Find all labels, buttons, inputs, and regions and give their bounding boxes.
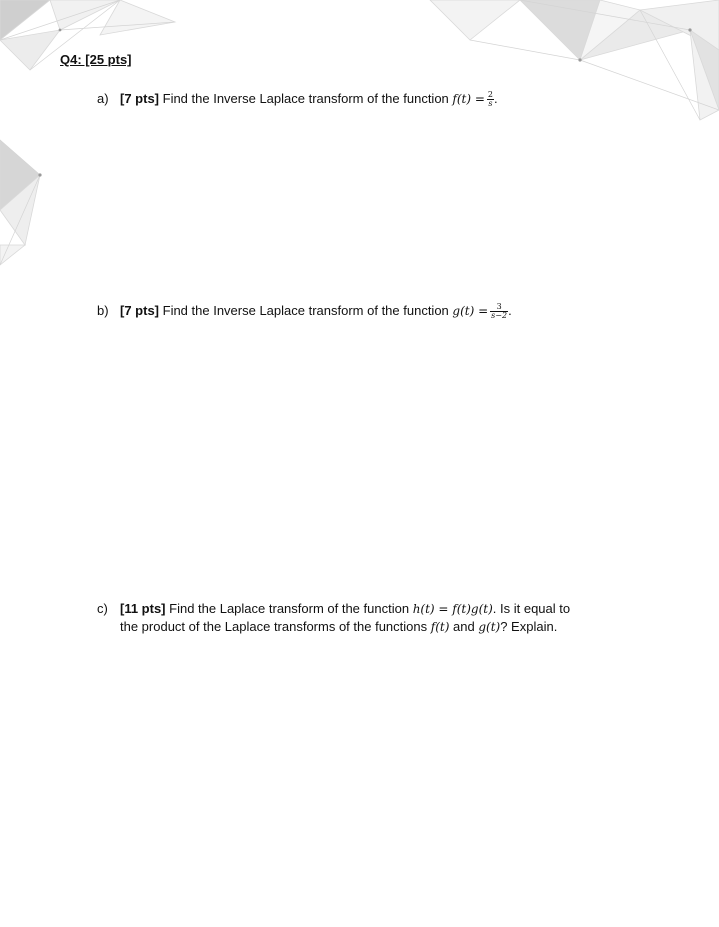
- part-b-text: Find the Inverse Laplace transform of the function: [162, 303, 449, 318]
- part-c-g: g(t): [478, 620, 501, 634]
- part-a-end: .: [494, 91, 498, 106]
- part-a-label: a): [97, 91, 109, 106]
- part-a-denominator: s: [488, 99, 493, 109]
- part-b-points: [7 pts]: [120, 303, 159, 318]
- part-c: [97, 600, 570, 636]
- part-b-end: .: [508, 303, 512, 318]
- part-c-line-2-a: the product of the Laplace transforms of the functions: [120, 619, 428, 634]
- part-a-points: [7 pts]: [120, 91, 159, 106]
- part-a: [97, 90, 498, 108]
- part-c-text-2: . Is it equal to: [492, 601, 571, 616]
- part-c-and: and: [453, 619, 475, 634]
- question-title: Q4: [25 pts]: [60, 52, 132, 67]
- part-c-function: h(t) = f(t)g(t): [412, 602, 493, 616]
- part-c-line-2-b: ? Explain.: [500, 619, 558, 634]
- part-c-text-1: Find the Laplace transform of the function: [169, 601, 410, 616]
- part-b-numerator: 3: [490, 303, 508, 312]
- part-b-fraction: [490, 303, 508, 320]
- part-b-function: g(t) =: [452, 304, 489, 318]
- part-c-label: c): [97, 601, 108, 616]
- part-a-function: f(t) =: [452, 92, 485, 106]
- part-b-label: b): [97, 303, 109, 318]
- part-a-text: Find the Inverse Laplace transform of the function: [162, 91, 449, 106]
- part-c-points: [11 pts]: [120, 601, 166, 616]
- part-b: [97, 302, 512, 320]
- part-a-fraction: [487, 91, 494, 108]
- part-c-line-1: [97, 600, 570, 618]
- part-b-denominator: s−2: [491, 311, 508, 321]
- part-c-line-2: [97, 618, 570, 636]
- part-c-f: f(t): [430, 620, 450, 634]
- part-a-numerator: 2: [487, 90, 494, 100]
